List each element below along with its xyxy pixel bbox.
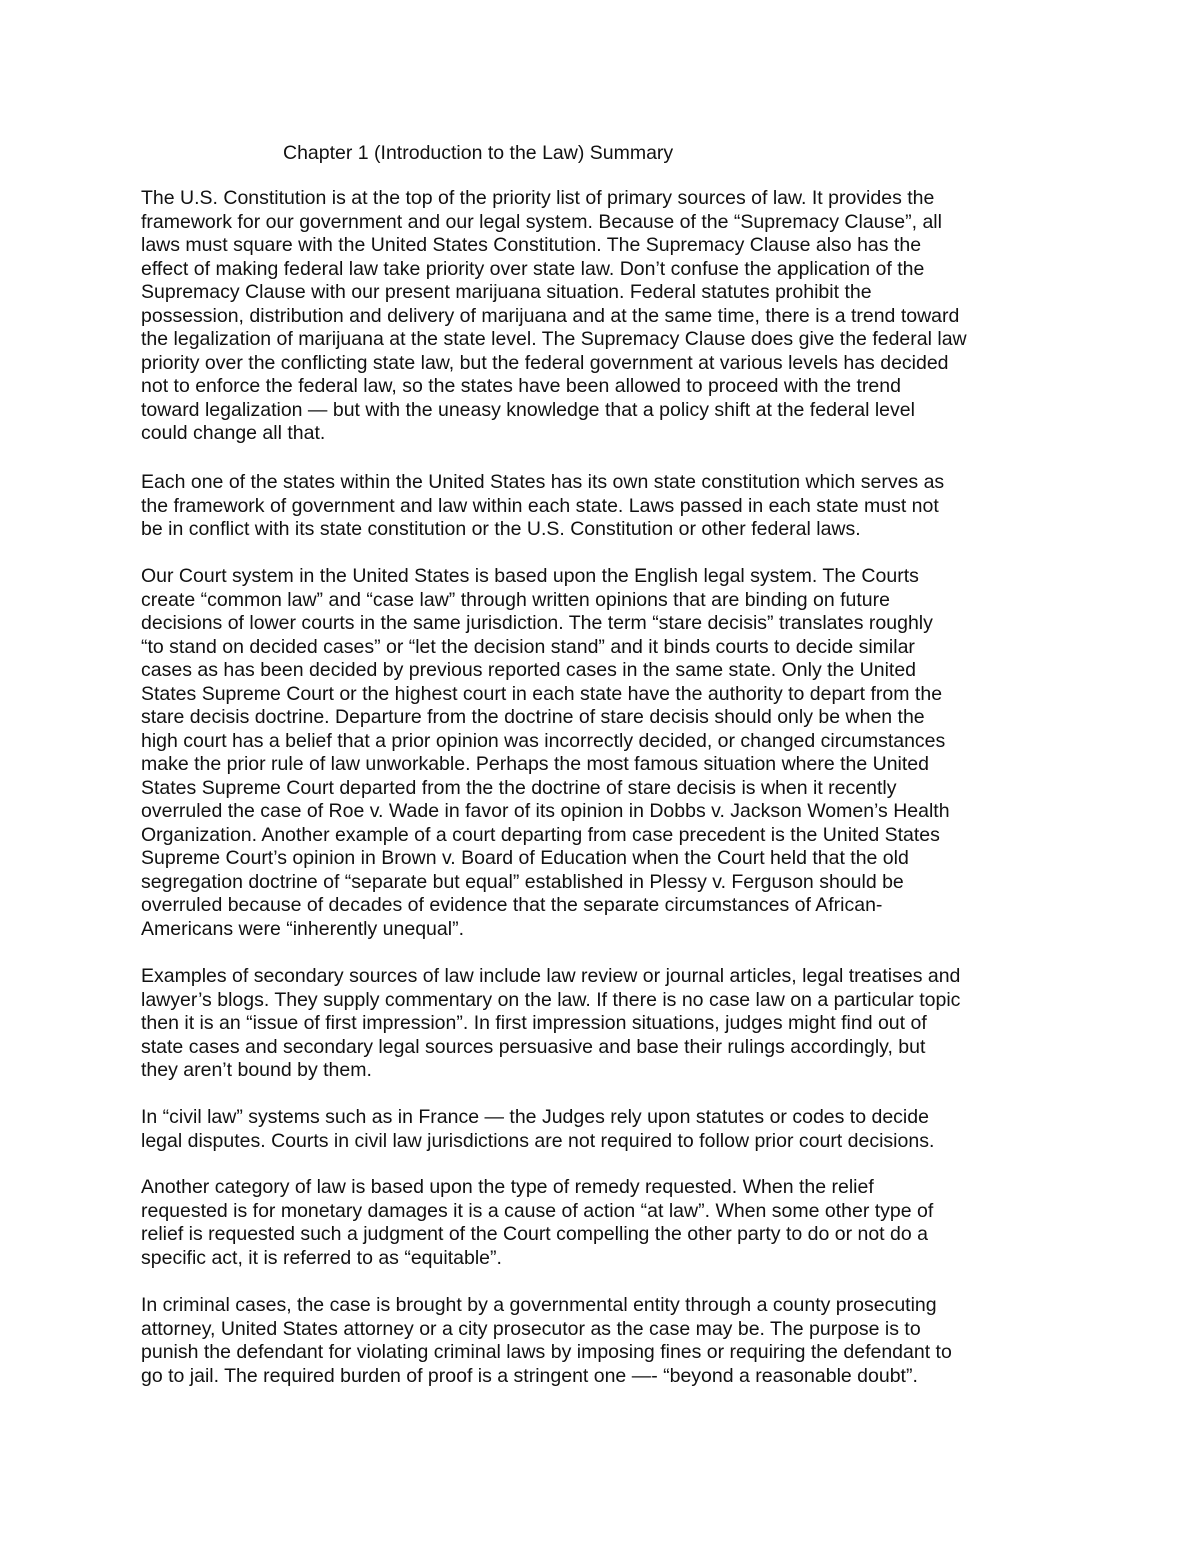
text-line: punish the defendant for violating criminal laws by imposing fines or requiring the defendant to — [141, 1341, 952, 1363]
text-line: the legalization of marijuana at the state level. The Supremacy Clause does give the federal law — [141, 328, 967, 350]
text-line: specific act, it is referred to as “equitable”. — [141, 1246, 502, 1269]
text-line: be in conflict with its state constitution or the U.S. Constitution or other federal laws. — [141, 518, 861, 540]
text-line: Our Court system in the United States is based upon the English legal system. The Courts — [141, 565, 919, 587]
text-line: States Supreme Court departed from the the doctrine of stare decisis is when it recently — [141, 776, 897, 799]
paragraph-court-system — [141, 565, 1066, 941]
text-line: attorney, United States attorney or a city prosecutor as the case may be. The purpose is to — [141, 1317, 921, 1340]
text-line: overruled because of decades of evidence that the separate circumstances of African- — [141, 894, 883, 916]
text-line: Americans were “inherently unequal”. — [141, 917, 464, 940]
text-line: cases as has been decided by previous reported cases in the same state. Only the United — [141, 659, 917, 681]
text-line: Supreme Court’s opinion in Brown v. Board of Education when the Court held that the old — [141, 847, 909, 869]
paragraph-civil-law — [141, 1106, 1066, 1153]
text-line: Examples of secondary sources of law include law review or journal articles, legal treatises and — [141, 965, 961, 987]
text-line: The U.S. Constitution is at the top of the priority list of primary sources of law. It provides the — [141, 187, 935, 209]
text-line: lawyer’s blogs. They supply commentary on the law. If there is no case law on a particular topic — [141, 988, 961, 1011]
text-line: high court has a belief that a prior opinion was incorrectly decided, or changed circumstances — [141, 729, 946, 752]
text-line: toward legalization — but with the uneasy knowledge that a policy shift at the federal level — [141, 398, 915, 421]
text-line: create “common law” and “case law” through written opinions that are binding on future — [141, 588, 890, 611]
text-line: make the prior rule of law unworkable. Perhaps the most famous situation where the United — [141, 753, 929, 775]
text-line: not to enforce the federal law, so the states have been allowed to proceed with the trend — [141, 375, 901, 397]
text-line: relief is requested such a judgment of the Court compelling the other party to do or not do a — [141, 1223, 928, 1245]
paragraph-remedy-type — [141, 1176, 1066, 1270]
text-line: States Supreme Court or the highest court in each state have the authority to depart from the — [141, 682, 943, 705]
text-line: decisions of lower courts in the same jurisdiction. The term “stare decisis” translates roughly — [141, 612, 933, 634]
document-title: Chapter 1 (Introduction to the Law) Summary — [283, 142, 674, 164]
text-line: requested is for monetary damages it is a cause of action “at law”. When some other type of — [141, 1199, 934, 1222]
text-line: effect of making federal law take priority over state law. Don’t confuse the application of the — [141, 257, 925, 280]
text-line: In “civil law” systems such as in France — the Judges rely upon statutes or codes to decide — [141, 1106, 929, 1128]
paragraph-secondary-sources — [141, 965, 1066, 1083]
text-line: Supremacy Clause with our present marijuana situation. Federal statutes prohibit the — [141, 281, 872, 303]
text-line: state cases and secondary legal sources persuasive and base their rulings accordingly, but — [141, 1035, 926, 1058]
text-line: could change all that. — [141, 422, 326, 444]
text-line: they aren’t bound by them. — [141, 1059, 372, 1081]
paragraph-supremacy-clause — [141, 187, 1066, 446]
text-line: then it is an “issue of first impression”. In first impression situations, judges might find out of — [141, 1012, 927, 1034]
text-line: framework for our government and our legal system. Because of the “Supremacy Clause”, all — [141, 210, 942, 233]
paragraph-criminal-cases — [141, 1294, 1066, 1388]
text-line: laws must square with the United States Constitution. The Supremacy Clause also has the — [141, 234, 922, 256]
text-line: go to jail. The required burden of proof is a stringent one —- “beyond a reasonable doubt”. — [141, 1364, 918, 1387]
text-line: In criminal cases, the case is brought by a governmental entity through a county prosecuting — [141, 1294, 937, 1316]
text-line: legal disputes. Courts in civil law jurisdictions are not required to follow prior court decisions. — [141, 1129, 935, 1152]
text-line: Each one of the states within the United States has its own state constitution which serves as — [141, 471, 945, 493]
text-line: Another category of law is based upon the type of remedy requested. When the relief — [141, 1176, 874, 1198]
text-line: “to stand on decided cases” or “let the decision stand” and it binds courts to decide similar — [141, 635, 915, 658]
text-line: the framework of government and law within each state. Laws passed in each state must not — [141, 494, 939, 517]
paragraph-state-constitutions — [141, 471, 1066, 542]
text-line: possession, distribution and delivery of marijuana and at the same time, there is a trend toward — [141, 304, 960, 327]
text-line: overruled the case of Roe v. Wade in favor of its opinion in Dobbs v. Jackson Women’s Health — [141, 800, 950, 822]
text-line: stare decisis doctrine. Departure from the doctrine of stare decisis should only be when the — [141, 706, 925, 728]
text-line: Organization. Another example of a court departing from case precedent is the United States — [141, 823, 940, 846]
text-line: priority over the conflicting state law, but the federal government at various levels has decided — [141, 351, 949, 374]
text-line: segregation doctrine of “separate but equal” established in Plessy v. Ferguson should be — [141, 870, 904, 893]
